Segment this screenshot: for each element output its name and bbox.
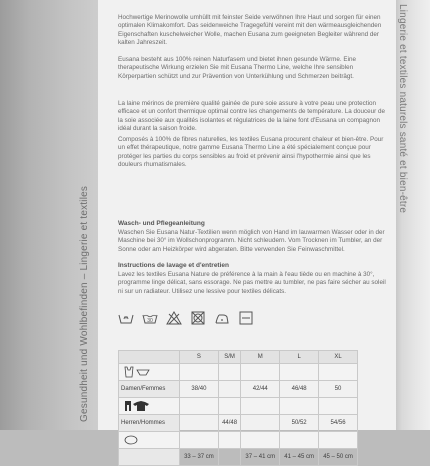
- table-cell: [241, 364, 280, 381]
- table-cell: 41 – 45 cm: [280, 449, 319, 466]
- women-garment-pictograms: [119, 364, 180, 381]
- row-label-men: Herren/Hommes: [119, 415, 180, 432]
- men-garment-pictograms: [119, 398, 180, 415]
- table-cell: 50: [319, 381, 358, 398]
- table-cell: [218, 398, 240, 415]
- table-cell: [180, 398, 219, 415]
- care-title-de: Wasch- und Pflegeanleitung: [118, 220, 205, 227]
- table-cell: 42/44: [241, 381, 280, 398]
- table-cell: [218, 432, 240, 449]
- table-cell: [280, 432, 319, 449]
- table-cell: 38/40: [180, 381, 219, 398]
- table-cell: [241, 398, 280, 415]
- wash-30-icon: [142, 310, 158, 326]
- table-cell: 54/56: [319, 415, 358, 432]
- hand-wash-icon: [118, 310, 134, 326]
- paragraph-de-2: Eusana besteht aus 100% reinen Naturfasern und bietet ihnen gesunde Wärme. Eine therapeutische Wirkung erzielen Sie mit Eusana Thermo Line, welche Ihre sensiblen Körperpartien schützt und zur Prävention von Unterkühlung und Schmerzen beiträgt.: [118, 56, 357, 80]
- table-cell: 33 – 37 cm: [180, 449, 219, 466]
- men-underwear-icon: [121, 400, 161, 412]
- size-table-header: [119, 351, 358, 364]
- women-underwear-icon: [121, 366, 161, 378]
- table-cell: 50/52: [280, 415, 319, 432]
- table-header-cell: [119, 351, 180, 364]
- care-symbols: [118, 306, 388, 330]
- table-cell: [319, 364, 358, 381]
- table-cell: 37 – 41 cm: [241, 449, 280, 466]
- table-cell: [180, 432, 219, 449]
- table-cell: [218, 364, 240, 381]
- table-cell: 46/48: [280, 381, 319, 398]
- table-cell: [180, 364, 219, 381]
- table-header-cell: L: [280, 351, 319, 364]
- paragraph-de-1: Hochwertige Merinowolle umhüllt mit feinster Seide verwöhnen Ihre Haut und sorgen für einen optimalen Klimakomfort. Das seidenweiche Tragegefühl vereint mit den wärmeausgleichenden Eigenschaften kuschelweicher Wolle, machen Eusana zum geeigneten Begleiter während der kalten Jahreszeit.: [118, 14, 382, 46]
- size-table: [118, 350, 358, 466]
- info-panel: [98, 0, 396, 460]
- dry-flat-icon: [238, 310, 254, 326]
- spine-text-right: Lingerie et textiles naturels santé et bien-être: [397, 4, 408, 214]
- svg-text:30: 30: [147, 318, 153, 324]
- table-header-cell: XL: [319, 351, 358, 364]
- table-cell: [180, 415, 219, 432]
- table-cell: [241, 432, 280, 449]
- spine-text-left: Gesundheit und Wohlbefinden – Lingerie et textiles: [79, 185, 90, 422]
- care-text-fr: Lavez les textiles Eusana Nature de préférence à la main à l'eau tiède ou en machine à 30°, programme linge délicat, sans essorage. Ne pas mettre au tumbler, ne pas faire sécher au soleil ni sur un radiateur. Utilisez une lessive pour textiles délicats.: [118, 271, 386, 295]
- no-tumble-dry-icon: [190, 310, 206, 326]
- row-label-women: Damen/Femmes: [119, 381, 180, 398]
- table-cell: [241, 415, 280, 432]
- care-title-fr: Instructions de lavage et d'entretien: [118, 262, 229, 269]
- paragraph-fr-2: Composés à 100% de fibres naturelles, les textiles Eusana procurent chaleur et bien-être. Pour un effet thérapeutique, notre gamme Eusana Thermo Line a été spécialement conçue pour protéger les parties du corps sensibles au froid et prévenir ainsi l'hypothermie ainsi que les douleurs rhumatismales.: [118, 136, 384, 168]
- row-label-circumference: [119, 449, 180, 466]
- table-row: [119, 381, 358, 398]
- table-row: [119, 364, 358, 381]
- iron-low-icon: [214, 310, 230, 326]
- table-row: [119, 449, 358, 466]
- table-cell: [280, 364, 319, 381]
- table-header-cell: M: [241, 351, 280, 364]
- table-row: [119, 415, 358, 432]
- box-left-side: [0, 0, 98, 430]
- table-cell: [218, 449, 240, 466]
- table-cell: [218, 381, 240, 398]
- table-row: [119, 398, 358, 415]
- table-row: [119, 432, 358, 449]
- knee-warmer-icon: [121, 434, 161, 446]
- no-bleach-icon: [166, 310, 182, 326]
- table-cell: [280, 398, 319, 415]
- table-cell: [319, 432, 358, 449]
- paragraph-fr-1: La laine mérinos de première qualité gainée de pure soie assure à votre peau une protection efficace et un confort thermique optimal contre les changements de température. La douceur de la soie associée aux qualités isolantes et régulatrices de la laine font d'Eusana un compagnon idéal durant la saison froide.: [118, 100, 385, 132]
- table-cell: 45 – 50 cm: [319, 449, 358, 466]
- table-header-cell: S: [180, 351, 219, 364]
- knee-pictogram: [119, 432, 180, 449]
- table-cell: 44/48: [218, 415, 240, 432]
- care-text-de: Waschen Sie Eusana Natur-Textilien wenn möglich von Hand im lauwarmen Wasser oder in der Maschine bei 30° im Wollschonprogramm. Nicht schleudern. Vom Trocknen im Tumbler, an der Sonne oder am Heizkörper wird abgeraten. Bitte verwenden Sie Feinwaschmittel.: [118, 229, 385, 253]
- table-cell: [319, 398, 358, 415]
- table-header-cell: S/M: [218, 351, 240, 364]
